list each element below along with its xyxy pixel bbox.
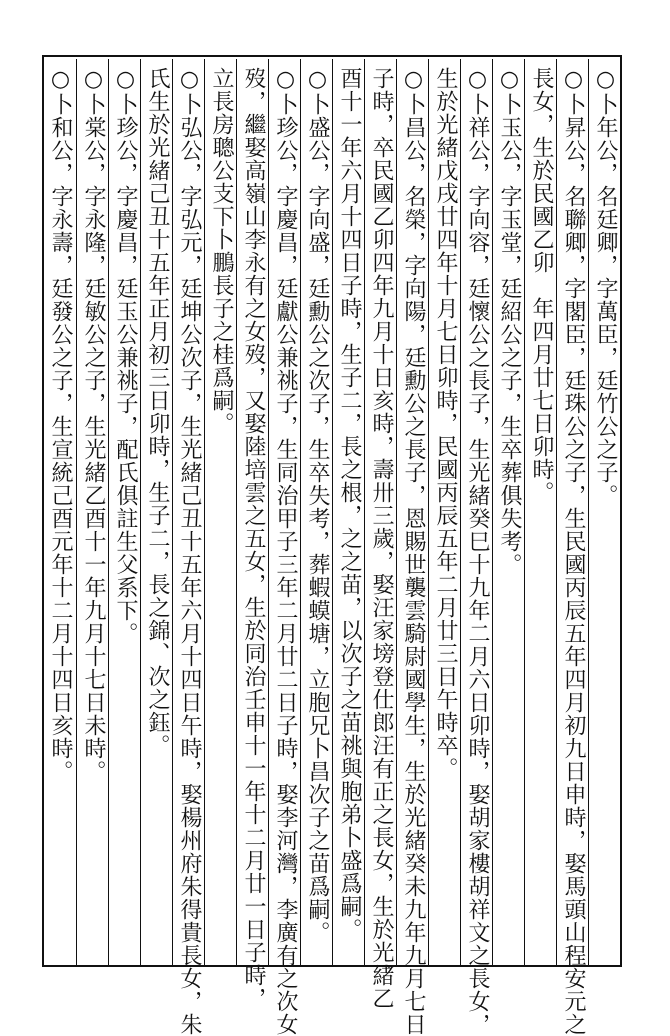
text-column	[460, 59, 492, 1036]
text-column	[76, 59, 108, 965]
text-column	[364, 59, 396, 1010]
column-text: 歿，繼娶高嶺山李永有之女歿，又娶陸培雲之五女，生於同治壬申十一年十二月廿一日子時，	[241, 67, 266, 1010]
column-text: ○卜祥公，字向容，廷懷公之長子，生光緒癸巳十九年二月六日卯時，娶胡家樓胡祥文之長女，	[465, 67, 490, 1036]
text-column	[204, 59, 236, 965]
text-column	[44, 59, 76, 965]
column-text: ○卜昇公，名聯卿，字閣臣，廷珠公之子，生民國丙辰五年四月初九日申時，娶馬頭山程安元之	[561, 67, 586, 1036]
column-text: 氏生於光緒己丑十五年正月初三日卯時，生子二，長之錦、次之鈺。	[145, 67, 170, 757]
column-text: ○卜盛公，字向盛，廷勳公之次子，生卒失考，葬蝦蟆塘，立胞兄卜昌次子之苗爲嗣。	[305, 67, 330, 944]
text-column	[524, 59, 556, 965]
table-frame	[42, 55, 622, 1036]
column-text: ○卜年公，名廷卿，字萬臣，廷竹公之子。	[593, 67, 618, 507]
column-text: ○卜弘公，字弘元，廷坤公次子，生光緒己丑十五年六月十四日午時，娶楊州府朱得貴長女，朱	[177, 67, 202, 1036]
column-text: ○卜珍公，字慶昌，廷獻公兼祧子，生同治甲子三年二月廿二日子時，娶李河灣，李廣有之次女	[273, 67, 298, 1036]
column-text: ○卜棠公，字永隆，廷敏公之子，生光緒乙酉十一年九月十七日未時。	[81, 67, 106, 783]
text-column	[236, 59, 268, 1010]
text-column	[332, 59, 364, 965]
column-text: 子時，卒民國乙卯四年九月十日亥時，壽卅三歲，娶汪家塝登仕郎汪有正之長女，生於光緒乙	[369, 67, 394, 1010]
column-text: 立長房聰公支下卜鵬長子之桂爲嗣。	[209, 67, 234, 435]
column-text: 酉十一年六月十四日子時，生子二，長之根，之之苗，以次子之苗祧與胞弟卜盛爲嗣。	[337, 67, 362, 941]
column-text: ○卜珍公，字慶昌，廷玉公兼祧子，配氏俱註生父系下。	[113, 67, 138, 645]
column-text: ○卜昌公，名榮，字向陽，廷勳公之長子，恩賜世襲雲騎尉國學生，生於光緒癸未九年九月七日	[401, 67, 426, 1036]
column-text: ○卜和公，字永壽，廷發公之子，生宣統己酉元年十二月十四日亥時。	[48, 67, 73, 783]
text-column	[268, 59, 300, 1036]
text-column	[492, 59, 524, 965]
text-column	[300, 59, 332, 965]
column-text: 生於光緒戊戌廿四年十月七日卯時，民國丙辰五年二月廿三日午時卒。	[433, 67, 458, 780]
text-column	[556, 59, 588, 1036]
text-column	[428, 59, 460, 965]
text-column	[140, 59, 172, 965]
text-column	[396, 59, 428, 1036]
column-text: ○卜玉公，字玉堂，廷紹公之子，生卒葬俱失考。	[497, 67, 522, 576]
text-column	[588, 59, 620, 965]
column-text: 長女，生於民國乙卯 年四月廿七日卯時。	[529, 67, 554, 504]
text-column	[108, 59, 140, 965]
text-column	[172, 59, 204, 1036]
